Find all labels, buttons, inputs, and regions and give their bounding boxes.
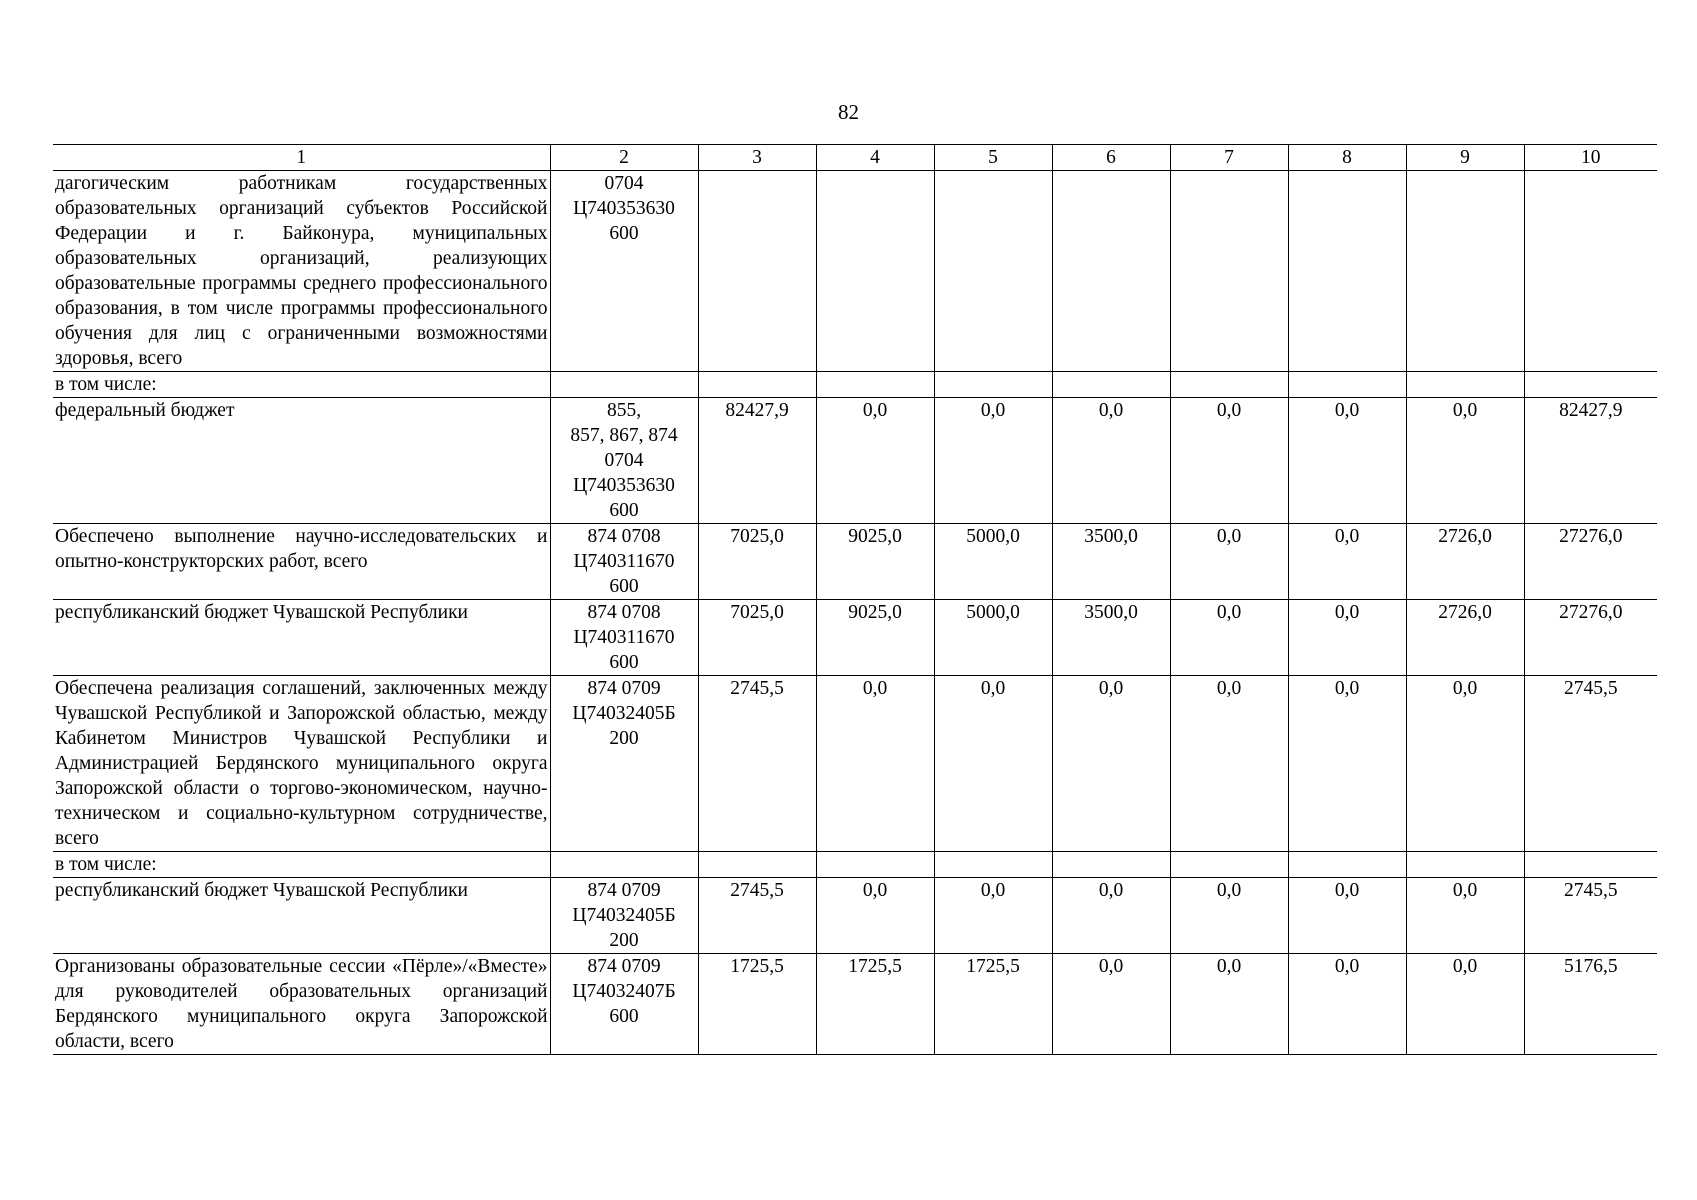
year-value-cell [816, 852, 934, 878]
budget-code-line: Ц74032405Б [572, 905, 676, 926]
year-value-cell [1288, 171, 1406, 372]
year-value-cell [816, 372, 934, 398]
year-value-cell [934, 372, 1052, 398]
table-subheading-row [53, 852, 1657, 878]
column-header: 3 [698, 145, 816, 171]
year-value-cell: 7025,0 [698, 524, 816, 600]
total-value-cell: 5176,5 [1524, 954, 1657, 1055]
year-value-cell [934, 171, 1052, 372]
total-value-cell [1524, 852, 1657, 878]
year-value-cell [698, 852, 816, 878]
budget-code-line: Ц740311670 [573, 627, 675, 648]
row-description: Обеспечена реализация соглашений, заключенных между Чувашской Республикой и Запорожской областью, между Кабинетом Министров Чувашской Республики и Администрацией Бердянского муниципального округа Запорожской области о торгово-экономическом, научно-техническом и социально-культурном сотрудничестве, всего [53, 676, 550, 852]
table-row [53, 954, 1657, 1055]
table-row [53, 600, 1657, 676]
year-value-cell [1170, 852, 1288, 878]
column-header: 7 [1170, 145, 1288, 171]
year-value-cell: 0,0 [1170, 600, 1288, 676]
column-header: 10 [1524, 145, 1657, 171]
total-value-cell [1524, 372, 1657, 398]
budget-code-cell [550, 676, 698, 852]
year-value-cell [698, 372, 816, 398]
budget-code-line: Ц740353630 [573, 475, 675, 496]
year-value-cell: 0,0 [1288, 676, 1406, 852]
year-value-cell: 1725,5 [816, 954, 934, 1055]
year-value-cell [698, 171, 816, 372]
budget-code-cell [550, 398, 698, 524]
year-value-cell: 2726,0 [1406, 600, 1524, 676]
budget-code-line: 857, 867, 874 [570, 425, 678, 446]
budget-code-line: 200 [609, 728, 639, 749]
year-value-cell: 0,0 [1170, 954, 1288, 1055]
budget-code-cell [550, 954, 698, 1055]
year-value-cell: 2745,5 [698, 878, 816, 954]
header-row [53, 145, 1657, 171]
year-value-cell: 2726,0 [1406, 524, 1524, 600]
year-value-cell: 0,0 [934, 398, 1052, 524]
column-header: 5 [934, 145, 1052, 171]
total-value-cell: 82427,9 [1524, 398, 1657, 524]
total-value-cell: 2745,5 [1524, 878, 1657, 954]
row-description: дагогическим работникам государственных образовательных организаций субъектов Российской Федерации и г. Байконура, муниципальных образовательных организаций, реализующих образовательные программы среднего профессионального образования, в том числе программы профессионального обучения для лиц с ограниченными возможностями здоровья, всего [53, 171, 550, 372]
page-number: 82 [838, 100, 859, 124]
table-row [53, 878, 1657, 954]
year-value-cell [1288, 372, 1406, 398]
budget-table [53, 144, 1657, 1055]
table-row [53, 171, 1657, 372]
table-row [53, 524, 1657, 600]
budget-code-line: 600 [609, 1006, 639, 1027]
row-description: республиканский бюджет Чувашской Республики [53, 600, 550, 676]
budget-code-line: Ц74032407Б [572, 981, 676, 1002]
year-value-cell: 0,0 [1406, 398, 1524, 524]
column-header: 2 [550, 145, 698, 171]
year-value-cell: 2745,5 [698, 676, 816, 852]
row-description: республиканский бюджет Чувашской Республики [53, 878, 550, 954]
row-description: федеральный бюджет [53, 398, 550, 524]
year-value-cell [1052, 171, 1170, 372]
year-value-cell: 0,0 [1406, 878, 1524, 954]
year-value-cell: 7025,0 [698, 600, 816, 676]
year-value-cell: 0,0 [934, 676, 1052, 852]
year-value-cell: 1725,5 [934, 954, 1052, 1055]
year-value-cell: 0,0 [816, 878, 934, 954]
budget-code-line: 0704 [604, 450, 644, 471]
year-value-cell: 0,0 [816, 398, 934, 524]
year-value-cell: 0,0 [1170, 676, 1288, 852]
year-value-cell [1170, 372, 1288, 398]
year-value-cell: 9025,0 [816, 600, 934, 676]
total-value-cell: 27276,0 [1524, 600, 1657, 676]
year-value-cell: 5000,0 [934, 600, 1052, 676]
year-value-cell: 0,0 [1052, 676, 1170, 852]
budget-code-line: 0704 [604, 173, 644, 194]
year-value-cell: 0,0 [1052, 954, 1170, 1055]
year-value-cell: 5000,0 [934, 524, 1052, 600]
budget-code-cell [550, 171, 698, 372]
budget-code-line: 600 [609, 576, 639, 597]
column-header: 4 [816, 145, 934, 171]
table-row [53, 398, 1657, 524]
year-value-cell [1288, 852, 1406, 878]
budget-code-cell [550, 524, 698, 600]
year-value-cell: 0,0 [1288, 878, 1406, 954]
year-value-cell: 1725,5 [698, 954, 816, 1055]
budget-code-cell [550, 878, 698, 954]
budget-code-line: 874 0709 [587, 880, 661, 901]
year-value-cell [934, 852, 1052, 878]
year-value-cell: 0,0 [1288, 398, 1406, 524]
year-value-cell [1406, 171, 1524, 372]
budget-code-cell [550, 600, 698, 676]
column-header: 8 [1288, 145, 1406, 171]
year-value-cell: 9025,0 [816, 524, 934, 600]
year-value-cell: 3500,0 [1052, 600, 1170, 676]
year-value-cell: 0,0 [1170, 398, 1288, 524]
year-value-cell [1052, 372, 1170, 398]
column-header: 9 [1406, 145, 1524, 171]
year-value-cell: 0,0 [1288, 600, 1406, 676]
year-value-cell: 0,0 [1406, 954, 1524, 1055]
row-description: Организованы образовательные сессии «Пёрле»/«Вместе» для руководителей образовательных организаций Бердянского муниципального округа Запорожской области, всего [53, 954, 550, 1055]
budget-code-cell [550, 372, 698, 398]
table-row [53, 676, 1657, 852]
budget-code-line: Ц74032405Б [572, 703, 676, 724]
year-value-cell: 0,0 [934, 878, 1052, 954]
year-value-cell: 0,0 [1288, 954, 1406, 1055]
budget-code-line: 600 [609, 652, 639, 673]
year-value-cell: 0,0 [1406, 676, 1524, 852]
year-value-cell: 0,0 [1288, 524, 1406, 600]
column-header: 1 [53, 145, 550, 171]
budget-code-line: Ц740353630 [573, 198, 675, 219]
budget-code-line: 855, [606, 400, 642, 421]
total-value-cell: 2745,5 [1524, 676, 1657, 852]
total-value-cell: 27276,0 [1524, 524, 1657, 600]
budget-code-line: Ц740311670 [573, 551, 675, 572]
row-description: Обеспечено выполнение научно-исследовательских и опытно-конструкторских работ, всего [53, 524, 550, 600]
column-header: 6 [1052, 145, 1170, 171]
year-value-cell: 0,0 [1052, 398, 1170, 524]
year-value-cell: 0,0 [1170, 878, 1288, 954]
year-value-cell [1406, 852, 1524, 878]
year-value-cell: 0,0 [1052, 878, 1170, 954]
budget-code-line: 874 0709 [587, 678, 661, 699]
budget-code-line: 874 0708 [587, 526, 661, 547]
budget-code-cell [550, 852, 698, 878]
year-value-cell [1052, 852, 1170, 878]
budget-code-line: 200 [609, 930, 639, 951]
year-value-cell: 82427,9 [698, 398, 816, 524]
year-value-cell: 3500,0 [1052, 524, 1170, 600]
year-value-cell: 0,0 [816, 676, 934, 852]
budget-code-line: 600 [609, 223, 639, 244]
budget-code-line: 874 0709 [587, 956, 661, 977]
row-description: в том числе: [53, 852, 550, 878]
total-value-cell [1524, 171, 1657, 372]
table-subheading-row [53, 372, 1657, 398]
year-value-cell [1170, 171, 1288, 372]
year-value-cell [1406, 372, 1524, 398]
budget-code-line: 874 0708 [587, 602, 661, 623]
year-value-cell [816, 171, 934, 372]
budget-code-line: 600 [609, 500, 639, 521]
year-value-cell: 0,0 [1170, 524, 1288, 600]
row-description: в том числе: [53, 372, 550, 398]
